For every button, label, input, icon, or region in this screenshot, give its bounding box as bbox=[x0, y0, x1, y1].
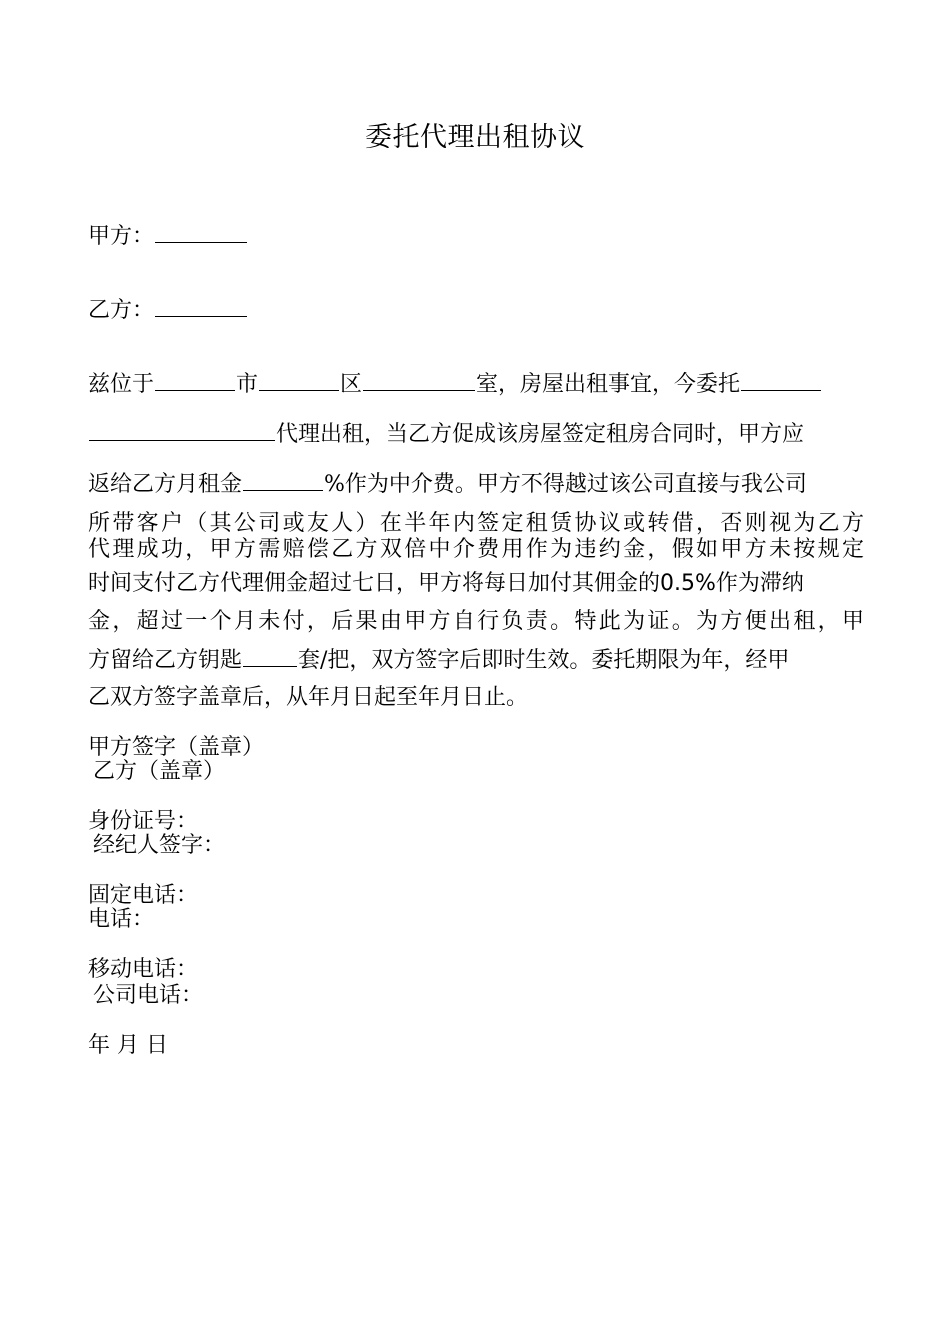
rent-percent-blank bbox=[243, 470, 323, 491]
party-b-blank bbox=[155, 296, 247, 317]
body-line-9: 乙双方签字盖章后，从年月日起至年月日止。 bbox=[88, 685, 529, 710]
party-b-line bbox=[88, 296, 248, 325]
id-number-label: 身份证号： bbox=[88, 809, 199, 834]
body-line-2 bbox=[88, 420, 804, 449]
phone-label: 电话： bbox=[88, 907, 155, 932]
body-text: 代理出租，当乙方促成该房屋签定租房合同时，甲方应 bbox=[276, 422, 805, 447]
body-line-3 bbox=[88, 470, 807, 499]
body-line-4: 所带客户（其公司或友人）在半年内签定租赁协议或转借，否则视为乙方 bbox=[88, 511, 864, 536]
body-line-5: 代理成功，甲方需赔偿乙方双倍中介费用作为违约金，假如甲方未按规定 bbox=[88, 537, 864, 562]
party-a-line bbox=[88, 222, 248, 251]
agent-signature-label: 经纪人签字： bbox=[93, 833, 226, 858]
room-blank bbox=[363, 370, 475, 391]
body-text: %作为中介费。甲方不得越过该公司直接与我公司 bbox=[324, 472, 807, 497]
party-b-signature: 乙方（盖章） bbox=[93, 759, 226, 784]
party-a-label: 甲方： bbox=[88, 224, 155, 249]
party-b-label: 乙方： bbox=[88, 298, 155, 323]
company-phone-label: 公司电话： bbox=[93, 983, 204, 1008]
agent-blank-2 bbox=[89, 420, 275, 441]
body-text: 时间支付乙方代理佣金超过七日，甲方将每日加付其佣金的 bbox=[88, 571, 661, 596]
body-text: 兹位于 bbox=[88, 372, 155, 397]
body-text: 市 bbox=[236, 372, 259, 397]
body-text: 返给乙方月租金 bbox=[88, 472, 243, 497]
key-count-blank bbox=[243, 646, 297, 667]
body-text: 区 bbox=[340, 372, 363, 397]
body-line-7: 金，超过一个月未付，后果由甲方自行负责。特此为证。为方便出租，甲 bbox=[88, 609, 864, 634]
party-a-signature: 甲方签字（盖章） bbox=[88, 735, 265, 760]
landline-label: 固定电话： bbox=[88, 883, 199, 908]
party-a-blank bbox=[155, 222, 247, 243]
late-fee-rate: 0.5% bbox=[660, 571, 716, 596]
city-blank bbox=[155, 370, 235, 391]
body-text: 室，房屋出租事宜，今委托 bbox=[476, 372, 741, 397]
document-title: 委托代理出租协议 bbox=[365, 122, 585, 153]
agent-blank-1 bbox=[741, 370, 821, 391]
body-text: 方留给乙方钥匙 bbox=[88, 648, 243, 673]
body-line-6 bbox=[88, 570, 804, 598]
body-text: 套/把，双方签字后即时生效。委托期限为年，经甲 bbox=[298, 648, 790, 673]
body-text: 作为滞纳 bbox=[715, 571, 804, 596]
date-line: 年 月 日 bbox=[88, 1033, 168, 1058]
mobile-label: 移动电话： bbox=[88, 957, 199, 982]
body-line-8 bbox=[88, 646, 789, 675]
district-blank bbox=[259, 370, 339, 391]
body-line-1 bbox=[88, 370, 822, 399]
